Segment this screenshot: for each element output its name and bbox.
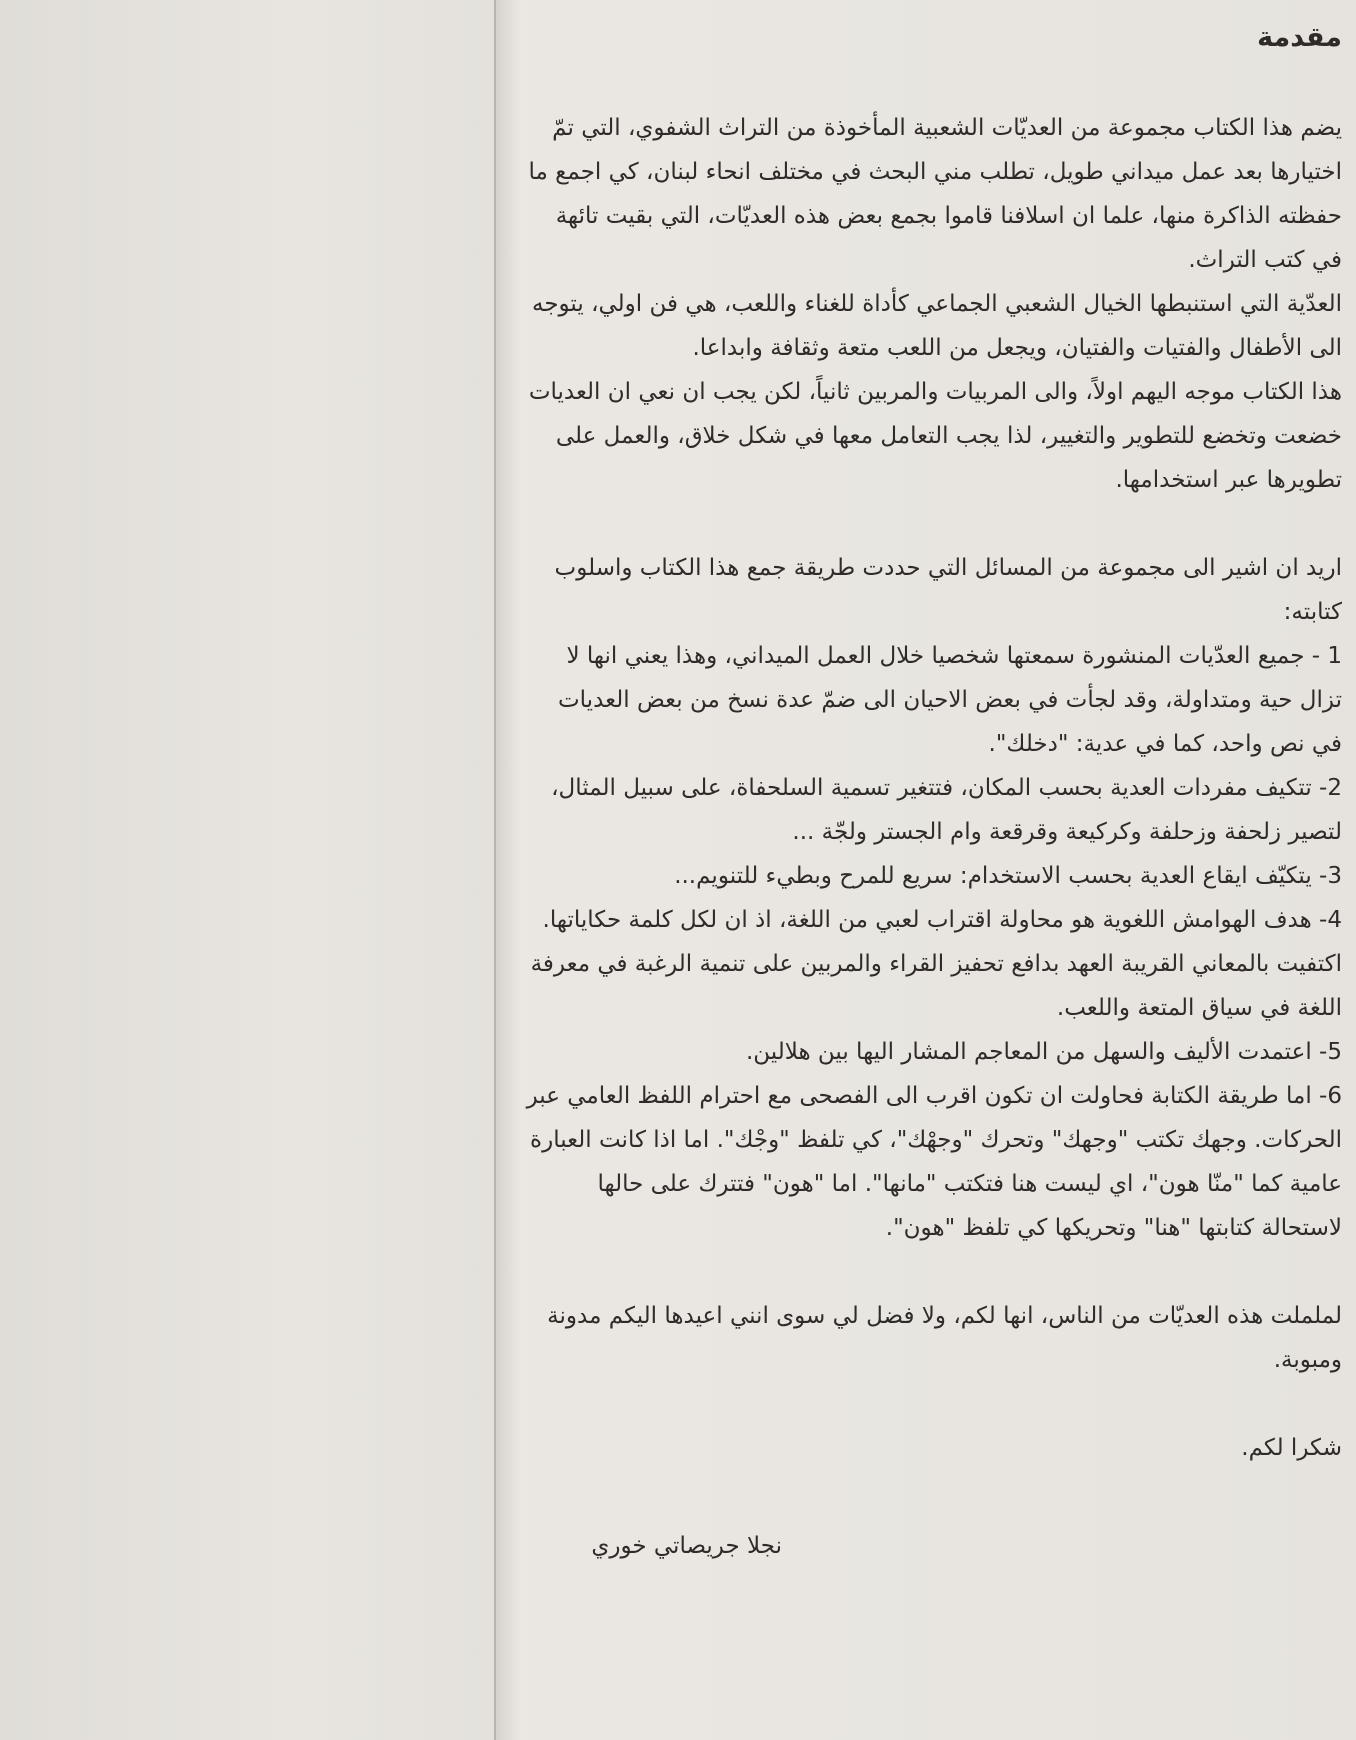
paragraph-audience: هذا الكتاب موجه اليهم اولاً، والى المربيات والمربين ثانياً، لكن يجب ان نعي ان العديات خضعت وتخضع للتطوير والتغيير، لذا يجب التعامل معها في شكل خلاق، والعمل على تطويرها عبر استخدامها. [528, 379, 1342, 493]
list-item-4: 4- هدف الهوامش اللغوية هو محاولة اقتراب لعبي من اللغة، اذ ان لكل كلمة حكاياتها. اكتفيت بالمعاني القريبة العهد بدافع تحفيز القراء والمربين على تنمية الرغبة في معرفة اللغة في سياق المتعة واللعب. [530, 907, 1342, 1021]
paragraph-thanks: شكرا لكم. [1241, 1435, 1342, 1461]
paragraph-issues-intro: اريد ان اشير الى مجموعة من المسائل التي حددت طريقة جمع هذا الكتاب واسلوب كتابته: [554, 555, 1342, 625]
paragraph-closing: لململت هذه العديّات من الناس، انها لكم، ولا فضل لي سوى انني اعيدها اليكم مدونة ومبوبة. [547, 1303, 1342, 1373]
list-item-1: 1 - جميع العدّيات المنشورة سمعتها شخصيا خلال العمل الميداني، وهذا يعني انها لا تزال حية ومتداولة، وقد لجأت في بعض الاحيان الى ضمّ عدة نسخ من بعض العديات في نص واحد، كما في عدية: "دخلك". [558, 643, 1342, 757]
list-item-6: 6- اما طريقة الكتابة فحاولت ان تكون اقرب الى الفصحى مع احترام اللفظ العامي عبر الحركات. وجهك تكتب "وجهك" وتحرك "وجهْك"، كي تلفظ "وجْك". اما اذا كانت العبارة عامية كما "منّا هون"، اي ليست هنا فتكتب "مانها". اما "هون" فتترك على حالها لاستحالة كتابتها "هنا" وتحريكها كي تلفظ "هون". [526, 1083, 1342, 1241]
list-item-2: 2- تتكيف مفردات العدية بحسب المكان، فتتغير تسمية السلحفاة، على سبيل المثال، لتصير زلحفة وزحلفة وكركيعة وقرقعة وام الجستر ولجّة ... [551, 775, 1342, 845]
author-signature: نجلا جريصاتي خوري [591, 1533, 782, 1559]
introduction-text [522, 18, 1342, 1568]
list-item-3: 3- يتكيّف ايقاع العدية بحسب الاستخدام: سريع للمرح وبطيء للتنويم... [674, 863, 1342, 889]
paragraph-spacer [522, 502, 1342, 546]
right-page [520, 0, 1356, 1740]
paragraph-spacer [522, 1382, 1342, 1426]
paragraph-intro: يضم هذا الكتاب مجموعة من العديّات الشعبية المأخوذة من التراث الشفوي، التي تمّ اختيارها بعد عمل ميداني طويل، تطلب مني البحث في مختلف انحاء لبنان، كي اجمع ما حفظته الذاكرة منها، علما ان اسلافنا قاموا بجمع بعض هذه العديّات، التي بقيت تائهة في كتب التراث. [528, 115, 1342, 273]
list-item-5: 5- اعتمدت الأليف والسهل من المعاجم المشار اليها بين هلالين. [745, 1039, 1342, 1065]
paragraph-definition: العدّية التي استنبطها الخيال الشعبي الجماعي كأداة للغناء واللعب، هي فن اولي، يتوجه الى الأطفال والفتيات والفتيان، ويجعل من اللعب متعة وثقافة وابداعا. [532, 291, 1342, 361]
paragraph-spacer [522, 1250, 1342, 1294]
page-title: مقدمة [1257, 22, 1342, 53]
left-page [0, 0, 494, 1740]
gutter-shadow [496, 0, 520, 1740]
